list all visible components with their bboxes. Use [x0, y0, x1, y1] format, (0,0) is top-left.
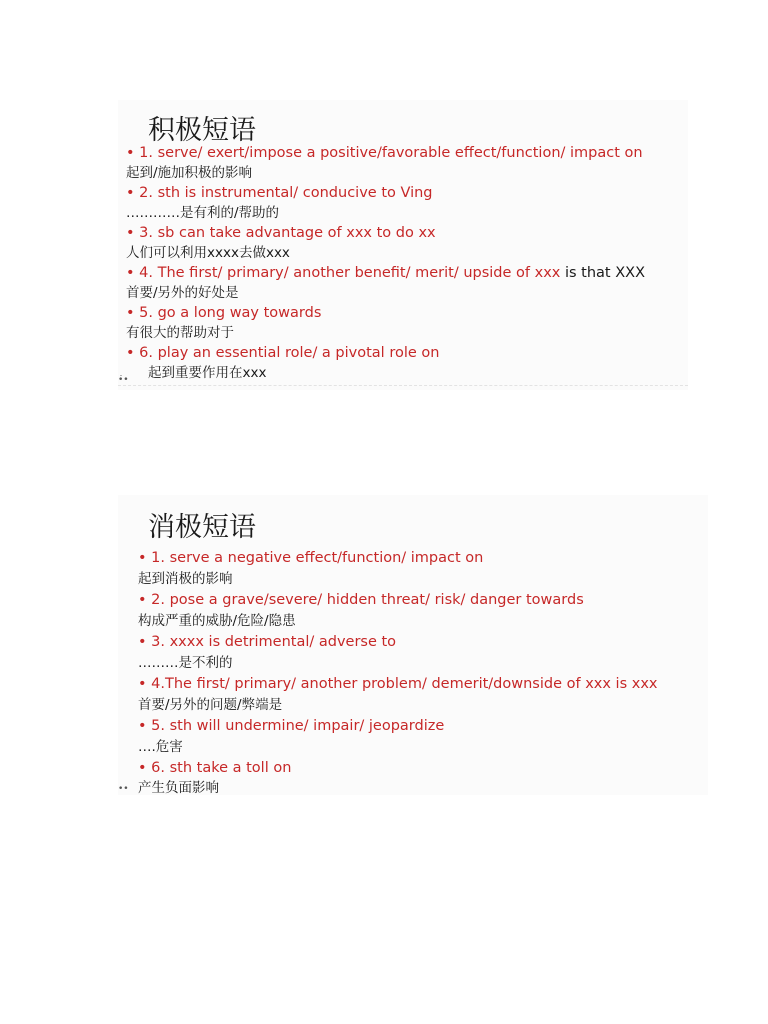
positive-item-5-en: • 5. go a long way towards [126, 305, 322, 321]
positive-phrases-section [118, 100, 688, 390]
positive-item-1-cn: 起到/施加积极的影响 [126, 165, 253, 181]
positive-item-2-cn: …………是有利的/帮助的 [126, 205, 280, 221]
positive-item-2-en: • 2. sth is instrumental/ conducive to Ving [126, 185, 433, 201]
positive-item-1-en: • 1. serve/ exert/impose a positive/favorable effect/function/ impact on [126, 145, 643, 161]
negative-item-3-en: • 3. xxxx is detrimental/ adverse to [138, 634, 397, 650]
negative-item-3-cn: ………是不利的 [138, 655, 233, 671]
negative-item-4-en: • 4.The first/ primary/ another problem/ demerit/downside of xxx is xxx [138, 676, 658, 692]
positive-item-3-en: • 3. sb can take advantage of xxx to do xx [126, 225, 436, 241]
positive-item-4-suffix: is that XXX [560, 265, 646, 281]
negative-item-1-cn: 起到消极的影响 [138, 571, 233, 587]
negative-item-6-en: • 6. sth take a toll on [138, 760, 292, 776]
divider-dashes [118, 385, 688, 386]
negative-item-2-cn: 构成严重的威胁/危险/隐患 [138, 613, 296, 629]
negative-phrases-section [118, 495, 708, 795]
positive-item-6-en: • 6. play an essential role/ a pivotal role on [126, 345, 440, 361]
negative-item-5-cn: ….危害 [138, 739, 183, 755]
positive-item-5-cn: 有很大的帮助对于 [126, 325, 234, 341]
negative-item-2-en: • 2. pose a grave/severe/ hidden threat/ risk/ danger towards [138, 592, 584, 608]
positive-item-4-en: • 4. The first/ primary/ another benefit/ merit/ upside of xxx is that XXX [126, 265, 646, 281]
positive-item-6-cn: 起到重要作用在xxx [148, 365, 267, 381]
corner-dots-icon: •• [118, 784, 129, 794]
negative-item-4-cn: 首要/另外的问题/弊端是 [138, 697, 283, 713]
positive-title: 积极短语 [148, 115, 256, 146]
positive-item-4-cn: 首要/另外的好处是 [126, 285, 239, 301]
negative-item-1-en: • 1. serve a negative effect/function/ impact on [138, 550, 484, 566]
positive-item-3-cn: 人们可以利用xxxx去做xxx [126, 245, 290, 261]
negative-title: 消极短语 [148, 512, 256, 543]
negative-item-6-cn: 产生负面影响 [138, 780, 219, 796]
negative-item-5-en: • 5. sth will undermine/ impair/ jeopardize [138, 718, 445, 734]
corner-decoration-icon: •̇• [118, 375, 129, 385]
